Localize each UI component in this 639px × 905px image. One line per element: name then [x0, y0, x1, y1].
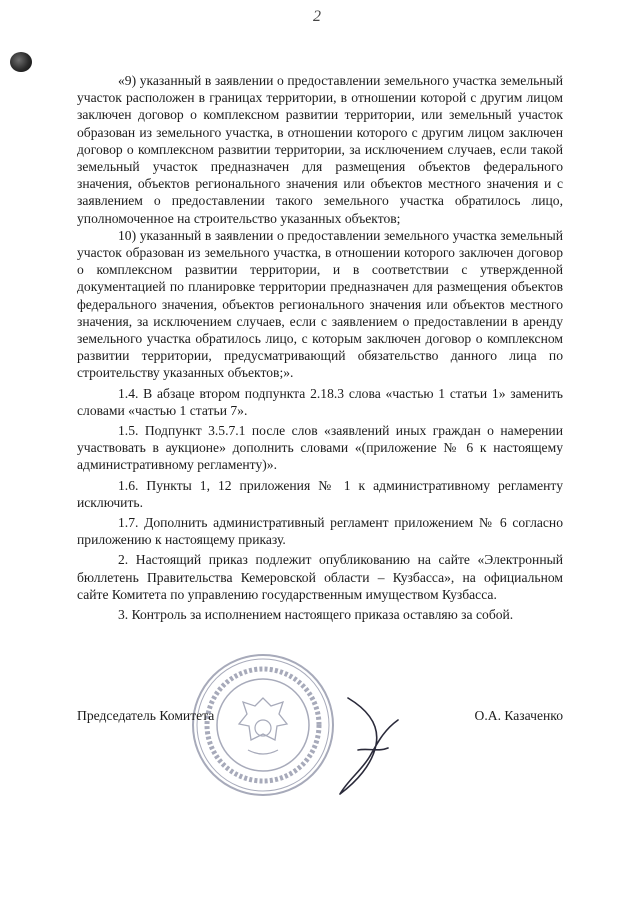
- paragraph-1-5: 1.5. Подпункт 3.5.7.1 после слов «заявлений иных граждан о намерении участвовать в аукционе» дополнить словами «(приложение № 6 к настоящему административному регламенту)».: [77, 423, 563, 473]
- paragraph-3-control: 3. Контроль за исполнением настоящего приказа оставляю за собой.: [118, 607, 514, 623]
- paragraph-item-10: 10) указанный в заявлении о предоставлении земельного участка земельный участок образован из земельного участка, в отношении которого заключен договор о комплексном развитии территории, и в соответствии с утвержденной документацией по планировке территории предназначен для размещения объектов федерального значения, объектов регионального значения или объектов местного значения, за исключением случаев, если с заявлением о предоставлении в аренду земельного участка обратилось лицо, с которым заключен договор о комплексном развитии территории, предусматривающий обязательство данного лица по строительству указанных объектов;».: [77, 227, 563, 381]
- signatory-role: Председатель Комитета: [77, 708, 215, 723]
- signatory-name: О.А. Казаченко: [474, 708, 563, 723]
- paragraph-item-9: «9) указанный в заявлении о предоставлении земельного участка земельный участок расположен в границах территории, в отношении которой с другим лицом заключен договор о комплексном развитии территории, или земельный участок образован из земельного участка, в отношении которого с другим лицом заключен договор о комплексном развитии территории, за исключением случаев, если такой земельный участок предназначен для размещения объектов федерального значения, объектов регионального значения или объектов местного значения и с заявлением о предоставлении такого земельного участка обратилось лицо, уполномоченное на строительство указанных объектов;: [77, 73, 563, 226]
- paragraph-1-7: 1.7. Дополнить административный регламент приложением № 6 согласно приложению к настоящему приказу.: [77, 515, 563, 548]
- paragraph-1-4: 1.4. В абзаце втором подпункта 2.18.3 слова «частью 1 статьи 1» заменить словами «частью 1 статьи 7».: [77, 385, 563, 418]
- paragraph-2-publication: 2. Настоящий приказ подлежит опубликованию на сайте «Электронный бюллетень Правительства Кемеровской области – Кузбасса», на официальном сайте Комитета по управлению государственным имуществом Кузбасса.: [77, 552, 563, 602]
- punch-hole-mark: [10, 52, 32, 72]
- handwritten-signature: [318, 690, 408, 800]
- document-body: [77, 72, 563, 623]
- paragraph-1-6: 1.6. Пункты 1, 12 приложения № 1 к административному регламенту исключить.: [77, 477, 563, 510]
- page-number: 2: [313, 8, 321, 25]
